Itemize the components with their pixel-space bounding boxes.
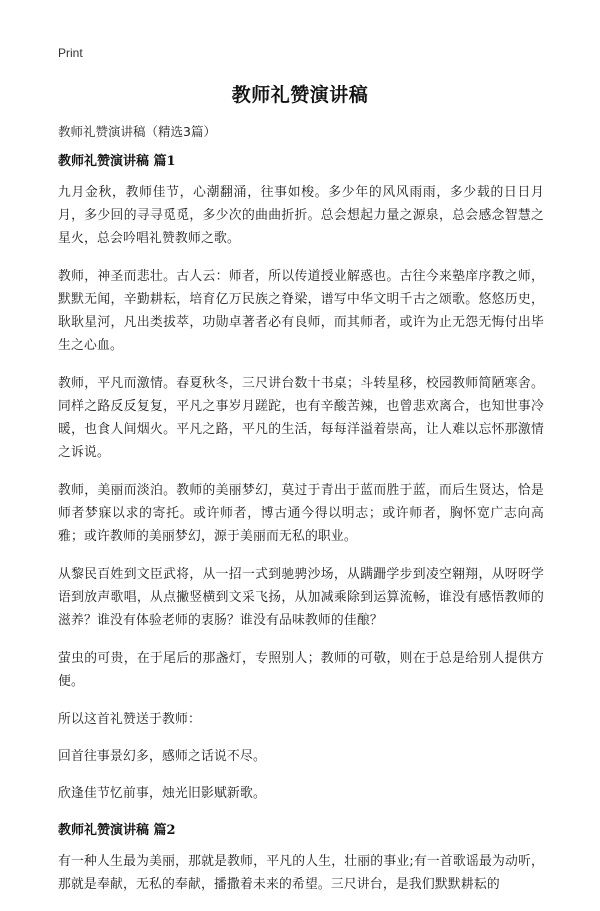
paragraph: 所以这首礼赞送于教师：: [58, 712, 201, 727]
paragraph: 九月金秋，教师佳节，心潮翻涌，往事如梭。多少年的风风雨雨，多少载的日日月月，多少回的寻寻觅觅，多少次的曲曲折折。总会想起力量之源泉，总会感念智慧之星火，总会吟唱礼赞教师之歌。: [58, 185, 544, 246]
poem-line: 欣逢佳节忆前事，烛光旧影赋新歌。: [58, 786, 266, 801]
section-heading-2: 教师礼赞演讲稿 篇2: [58, 823, 176, 838]
document-title: 教师礼赞演讲稿: [231, 84, 369, 106]
paragraph: 教师，美丽而淡泊。教师的美丽梦幻，莫过于青出于蓝而胜于蓝，而后生贤达，恰是师者梦寐以求的寄托。或许师者，博古通今得以明志；或许师者，胸怀宽广志向高雅；或许教师的美丽梦幻，源于美丽而无私的职业。: [58, 483, 544, 544]
document-body: [58, 150, 544, 911]
print-link[interactable]: Print: [58, 46, 83, 60]
section-heading-1: 教师礼赞演讲稿 篇1: [58, 154, 176, 169]
poem-line: 回首往事景幻多，感师之话说不尽。: [58, 749, 266, 764]
paragraph: 从黎民百姓到文臣武将，从一招一式到驰骋沙场，从蹒跚学步到凌空翱翔，从呀呀学语到放声歌唱，从点撇竖横到文采飞扬，从加减乘除到运算流畅，谁没有感悟教师的滋养？谁没有体验老师的衷肠？谁没有品味教师的佳酿？: [58, 567, 544, 628]
paragraph: 有一种人生最为美丽，那就是教师，平凡的人生，壮丽的事业;有一首歌谣最为动听，那就是奉献，无私的奉献，播撒着未来的希望。三尺讲台，是我们默默耕耘的: [58, 854, 544, 892]
paragraph: 教师，平凡而激情。春夏秋冬，三尺讲台数十书桌；斗转星移，校园教师简陋寒舍。同样之路反反复复，平凡之事岁月蹉跎，也有辛酸苦辣，也曾悲欢离合，也知世事冷暖，也食人间烟火。平凡之路，平凡的生活，每每洋溢着崇高，让人难以忘怀那激情之诉说。: [58, 376, 544, 460]
paragraph: 萤虫的可贵，在于尾后的那盏灯，专照别人；教师的可敬，则在于总是给别人提供方便。: [58, 651, 544, 689]
document-subtitle: 教师礼赞演讲稿（精选3篇）: [58, 124, 216, 139]
paragraph: 教师，神圣而悲壮。古人云：师者，所以传道授业解惑也。古往今来塾庠序教之师，默默无闻，辛勤耕耘，培育亿万民族之脊梁，谱写中华文明千古之颂歌。悠悠历史，耿耿星河，凡出类拔萃，功勋卓著者必有良师，而其师者，或许为止无怨无悔付出毕生之心血。: [58, 269, 544, 353]
